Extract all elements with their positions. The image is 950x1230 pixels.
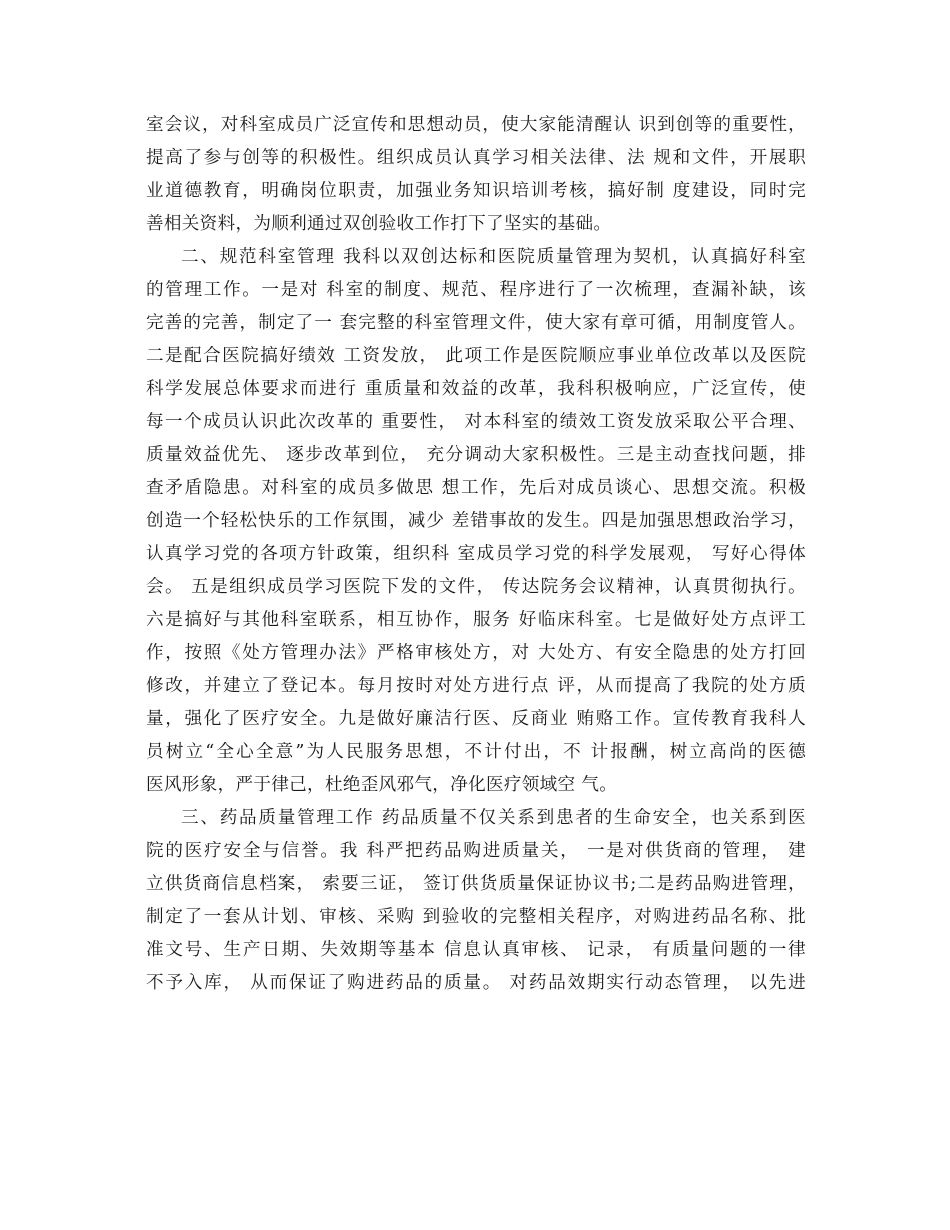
text-line: 二是配合医院搞好绩效 工资发放， 此项工作是医院顺应事业单位改革以及医院: [146, 346, 806, 366]
text-line: 会。 五是组织成员学习医院下发的文件， 传达院务会议精神，认真贯彻执行。: [146, 577, 806, 597]
text-line: 室会议，对科室成员广泛宣传和思想动员，使大家能清醒认 识到创等的重要性，: [146, 115, 806, 135]
document-body: [146, 109, 806, 1000]
text-line: 制定了一套从计划、审核、采购 到验收的完整相关程序，对购进药品名称、批: [146, 907, 806, 927]
text-line: 善相关资料，为顺利通过双创验收工作打下了坚实的基础。: [146, 214, 612, 234]
paragraph-start-line: 三、药品质量管理工作 药品质量不仅关系到患者的生命安全，也关系到医: [181, 808, 806, 828]
text-line: 完善的完善，制定了一 套完整的科室管理文件，使大家有章可循，用制度管人。: [146, 313, 806, 333]
text-line: 认真学习党的各项方针政策，组织科 室成员学习党的科学发展观， 写好心得体: [146, 544, 806, 564]
text-line: 修改，并建立了登记本。每月按时对处方进行点 评，从而提高了我院的处方质: [146, 676, 806, 696]
text-line: 每一个成员认识此次改革的 重要性， 对本科室的绩效工资发放采取公平合理、: [146, 412, 806, 432]
text-line: 员树立“全心全意”为人民服务思想，不计付出，不 计报酬，树立高尚的医德: [146, 742, 806, 762]
text-line: 创造一个轻松快乐的工作氛围，减少 差错事故的发生。四是加强思想政治学习，: [146, 511, 806, 531]
text-line: 查矛盾隐患。对科室的成员多做思 想工作，先后对成员谈心、思想交流。积极: [146, 478, 806, 498]
text-line: 医风形象，严于律己，杜绝歪风邪气，净化医疗领域空 气。: [146, 775, 618, 795]
text-line: 准文号、生产日期、失效期等基本 信息认真审核、 记录， 有质量问题的一律: [146, 940, 806, 960]
paragraph-start-line: 二、规范科室管理 我科以双创达标和医院质量管理为契机，认真搞好科室: [181, 247, 806, 267]
text-line: 院的医疗安全与信誉。我 科严把药品购进质量关， 一是对供货商的管理， 建: [146, 841, 806, 861]
text-line: 作，按照《处方管理办法》严格审核处方，对 大处方、有安全隐患的处方打回: [146, 643, 806, 663]
text-line: 业道德教育，明确岗位职责，加强业务知识培训考核，搞好制 度建设，同时完: [146, 181, 806, 201]
text-line: 立供货商信息档案， 索要三证， 签订供货质量保证协议书;二是药品购进管理，: [146, 874, 806, 894]
text-line: 量，强化了医疗安全。九是做好廉洁行医、反商业 贿赂工作。宣传教育我科人: [146, 709, 806, 729]
text-line: 不予入库， 从而保证了购进药品的质量。 对药品效期实行动态管理， 以先进: [146, 973, 806, 993]
text-line: 科学发展总体要求而进行 重质量和效益的改革，我科积极响应，广泛宣传，使: [146, 379, 806, 399]
text-line: 提高了参与创等的积极性。组织成员认真学习相关法律、法 规和文件，开展职: [146, 148, 806, 168]
text-line: 六是搞好与其他科室联系，相互协作，服务 好临床科室。七是做好处方点评工: [146, 610, 806, 630]
text-line: 的管理工作。一是对 科室的制度、规范、程序进行了一次梳理，查漏补缺，该: [146, 280, 806, 300]
text-line: 质量效益优先、 逐步改革到位， 充分调动大家积极性。三是主动查找问题，排: [146, 445, 806, 465]
